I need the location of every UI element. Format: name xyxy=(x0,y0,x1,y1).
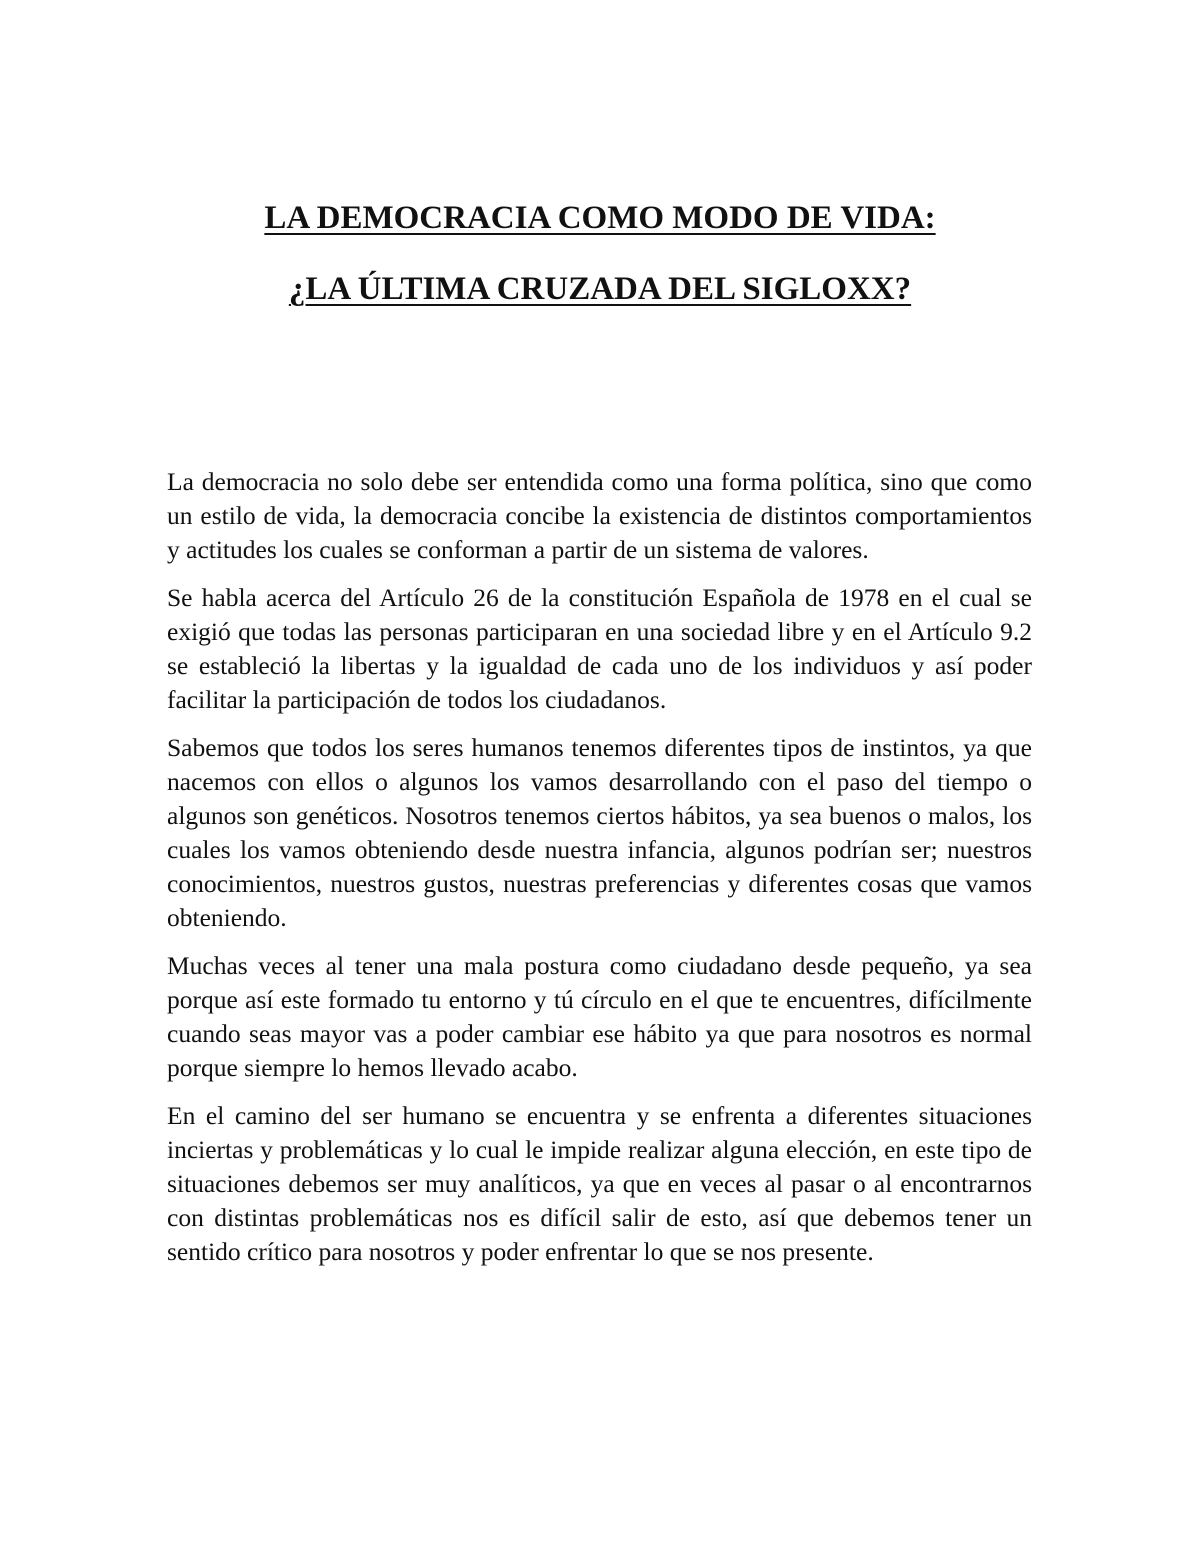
title-block xyxy=(0,198,1200,309)
paragraph-4: Muchas veces al tener una mala postura como ciudadano desde pequeño, ya sea porque así este formado tu entorno y tú círculo en el que te encuentres, difícilmente cuando seas mayor vas a poder cambiar ese hábito ya que para nosotros es normal porque siempre lo hemos llevado acabo. xyxy=(167,951,1032,1082)
paragraph-2: Se habla acerca del Artículo 26 de la constitución Española de 1978 en el cual se exigió que todas las personas participaran en una sociedad libre y en el Artículo 9.2 se estableció la libertas y la igualdad de cada uno de los individuos y así poder facilitar la participación de todos los ciudadanos. xyxy=(167,583,1032,714)
paragraph-5: En el camino del ser humano se encuentra y se enfrenta a diferentes situaciones inciertas y problemáticas y lo cual le impide realizar alguna elección, en este tipo de situaciones debemos ser muy analíticos, ya que en veces al pasar o al encontrarnos con distintas problemáticas nos es difícil salir de esto, así que debemos tener un sentido crítico para nosotros y poder enfrentar lo que se nos presente. xyxy=(167,1101,1032,1266)
paragraph-3: Sabemos que todos los seres humanos tenemos diferentes tipos de instintos, ya que nacemos con ellos o algunos los vamos desarrollando con el paso del tiempo o algunos son genéticos. Nosotros tenemos ciertos hábitos, ya sea buenos o malos, los cuales los vamos obteniendo desde nuestra infancia, algunos podrían ser; nuestros conocimientos, nuestros gustos, nuestras preferencias y diferentes cosas que vamos obteniendo. xyxy=(167,733,1032,932)
document-title: LA DEMOCRACIA COMO MODO DE VIDA: xyxy=(264,200,936,236)
document-subtitle: ¿LA ÚLTIMA CRUZADA DEL SIGLOXX? xyxy=(288,271,912,307)
paragraph-1: La democracia no solo debe ser entendida como una forma política, sino que como un estilo de vida, la democracia concibe la existencia de distintos comportamientos y actitudes los cuales se conforman a partir de un sistema de valores. xyxy=(167,467,1032,564)
document-body xyxy=(167,465,1032,1283)
